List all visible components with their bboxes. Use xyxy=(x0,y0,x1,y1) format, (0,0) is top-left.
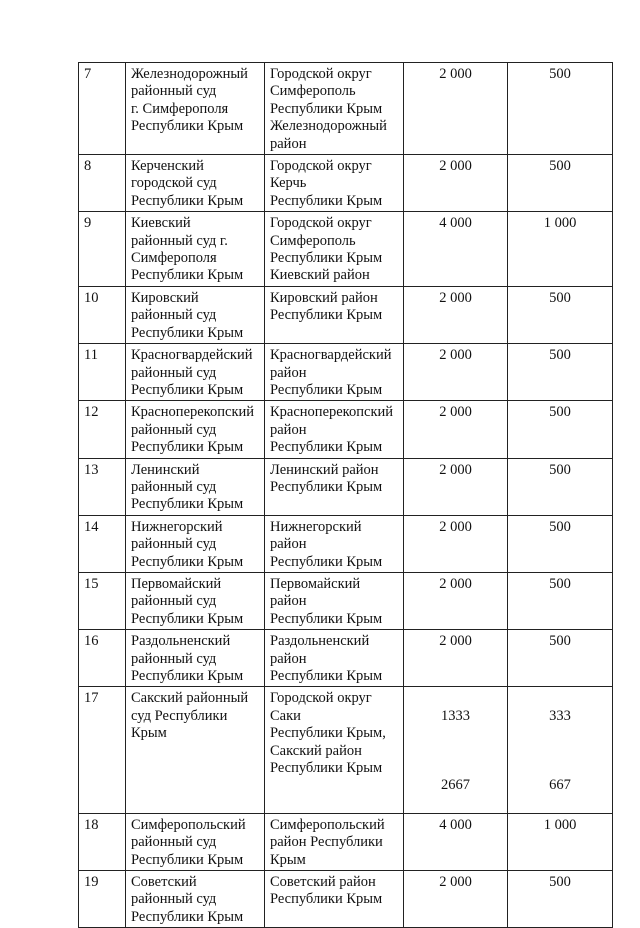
table-row xyxy=(79,344,613,401)
value-2-split xyxy=(508,687,613,813)
court-name: Красногвардейский районный суд Республики Крым xyxy=(126,344,265,401)
table-row xyxy=(79,401,613,458)
row-number: 16 xyxy=(79,630,126,687)
value-2: 500 xyxy=(508,630,613,687)
territory: Ленинский район Республики Крым xyxy=(265,458,404,515)
row-number: 17 xyxy=(79,687,126,813)
value-1: 2 000 xyxy=(404,63,508,155)
court-name: Советский районный суд Республики Крым xyxy=(126,871,265,928)
value-1-split xyxy=(404,687,508,813)
value-2-b: 667 xyxy=(549,777,571,794)
table-row xyxy=(79,871,613,928)
court-name: Киевский районный суд г. Симферополя Республики Крым xyxy=(126,212,265,287)
row-number: 14 xyxy=(79,515,126,572)
table-row xyxy=(79,212,613,287)
row-number: 13 xyxy=(79,458,126,515)
territory: Раздольненский район Республики Крым xyxy=(265,630,404,687)
value-1: 2 000 xyxy=(404,458,508,515)
value-2: 500 xyxy=(508,344,613,401)
value-1-a: 1333 xyxy=(441,707,470,724)
value-1-b: 2667 xyxy=(441,777,470,794)
row-number: 10 xyxy=(79,286,126,343)
row-number: 18 xyxy=(79,813,126,870)
table-row xyxy=(79,687,613,813)
court-name: Кировский районный суд Республики Крым xyxy=(126,286,265,343)
value-1: 2 000 xyxy=(404,871,508,928)
court-name: Первомайский районный суд Республики Крым xyxy=(126,572,265,629)
court-name: Симферопольский районный суд Республики Крым xyxy=(126,813,265,870)
value-1: 4 000 xyxy=(404,212,508,287)
row-number: 19 xyxy=(79,871,126,928)
value-2: 1 000 xyxy=(508,813,613,870)
row-number: 12 xyxy=(79,401,126,458)
territory: Нижнегорский район Республики Крым xyxy=(265,515,404,572)
territory: Первомайский район Республики Крым xyxy=(265,572,404,629)
territory: Кировский район Республики Крым xyxy=(265,286,404,343)
court-name: Железнодорожный районный суд г. Симферополя Республики Крым xyxy=(126,63,265,155)
value-1: 2 000 xyxy=(404,344,508,401)
court-table xyxy=(78,62,613,928)
value-2: 500 xyxy=(508,63,613,155)
value-2: 500 xyxy=(508,458,613,515)
value-1: 2 000 xyxy=(404,401,508,458)
court-name: Нижнегорский районный суд Республики Крым xyxy=(126,515,265,572)
value-1: 2 000 xyxy=(404,155,508,212)
value-1: 2 000 xyxy=(404,572,508,629)
value-1: 2 000 xyxy=(404,515,508,572)
value-2: 500 xyxy=(508,871,613,928)
territory: Городской округ Саки Республики Крым, Сакский район Республики Крым xyxy=(265,687,404,813)
territory: Симферопольский район Республики Крым xyxy=(265,813,404,870)
table-row xyxy=(79,572,613,629)
territory: Городской округ Керчь Республики Крым xyxy=(265,155,404,212)
court-name: Керченский городской суд Республики Крым xyxy=(126,155,265,212)
territory: Красногвардейский район Республики Крым xyxy=(265,344,404,401)
value-2: 500 xyxy=(508,155,613,212)
court-name: Сакский районный суд Республики Крым xyxy=(126,687,265,813)
court-name: Красноперекопский районный суд Республики Крым xyxy=(126,401,265,458)
table-row xyxy=(79,630,613,687)
value-2: 1 000 xyxy=(508,212,613,287)
row-number: 15 xyxy=(79,572,126,629)
row-number: 11 xyxy=(79,344,126,401)
value-1: 2 000 xyxy=(404,286,508,343)
value-2: 500 xyxy=(508,515,613,572)
table-row xyxy=(79,813,613,870)
row-number: 7 xyxy=(79,63,126,155)
spacer xyxy=(513,743,607,760)
territory: Городской округ Симферополь Республики Крым Железнодорожный район xyxy=(265,63,404,155)
territory: Советский район Республики Крым xyxy=(265,871,404,928)
table-row xyxy=(79,155,613,212)
row-number: 8 xyxy=(79,155,126,212)
table-row xyxy=(79,286,613,343)
value-1: 4 000 xyxy=(404,813,508,870)
value-1: 2 000 xyxy=(404,630,508,687)
row-number: 9 xyxy=(79,212,126,287)
value-2: 500 xyxy=(508,572,613,629)
territory: Красноперекопский район Республики Крым xyxy=(265,401,404,458)
court-name: Ленинский районный суд Республики Крым xyxy=(126,458,265,515)
table-row xyxy=(79,515,613,572)
value-2: 500 xyxy=(508,286,613,343)
table-row xyxy=(79,63,613,155)
spacer xyxy=(409,743,502,760)
value-2: 500 xyxy=(508,401,613,458)
table-row xyxy=(79,458,613,515)
territory: Городской округ Симферополь Республики Крым Киевский район xyxy=(265,212,404,287)
value-2-a: 333 xyxy=(549,707,571,724)
court-name: Раздольненский районный суд Республики Крым xyxy=(126,630,265,687)
